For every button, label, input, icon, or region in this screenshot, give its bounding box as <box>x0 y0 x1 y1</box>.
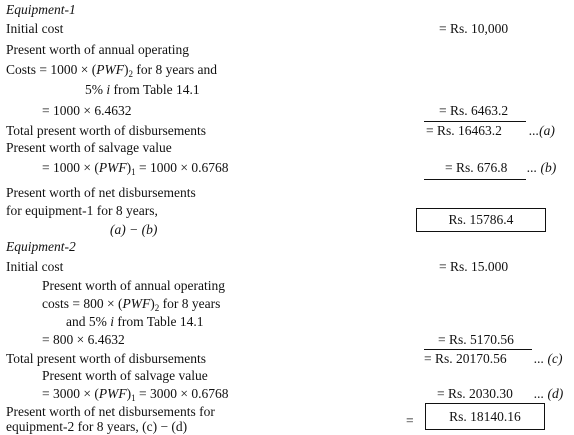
eq2-pw-annual-line1: Present worth of annual operating <box>42 278 225 293</box>
eq2-pw-annual-line2: costs = $800 \times (PWF)_2$ for 8 years <box>42 296 221 313</box>
eq2-total-tag: ... (c) <box>534 351 563 366</box>
eq2-pw-annual-line4: = 800 × 6.4632 <box>42 332 125 347</box>
eq1-net-line3: (a) − (b) <box>110 222 158 237</box>
eq1-salvage-rule <box>424 179 526 180</box>
eq1-sum-rule <box>424 121 526 122</box>
eq1-total-label: Total present worth of disbursements <box>6 123 207 138</box>
eq2-total-value: = Rs. 20170.56 <box>424 351 507 366</box>
eq2-sum-rule <box>424 349 532 350</box>
eq1-net-line1: Present worth of net disbursements <box>6 185 196 200</box>
eq1-total-tag: ...(a) <box>529 123 555 138</box>
eq1-pw-annual-line4: = 1000 × 6.4632 <box>42 103 132 118</box>
eq1-salvage-label: Present worth of salvage value <box>6 140 172 155</box>
eq2-net-line2: equipment-2 for 8 years, (c) − (d) <box>6 419 188 434</box>
eq1-net-value: Rs. 15786.4 <box>448 212 514 227</box>
eq1-pw-annual-value: = Rs. 6463.2 <box>439 103 509 118</box>
eq2-salvage-tag: ... (d) <box>534 386 564 401</box>
equipment-1-heading: Equipment-1 <box>6 2 76 17</box>
eq2-pw-annual-value: = Rs. 5170.56 <box>438 332 514 347</box>
eq1-initial-cost-value: = Rs. 10,000 <box>439 21 509 36</box>
eq1-pw-annual-line1: Present worth of annual operating <box>6 42 189 57</box>
eq1-salvage-value: = Rs. 676.8 <box>445 160 508 175</box>
eq2-salvage-value: = Rs. 2030.30 <box>437 386 513 401</box>
eq1-salvage-line: = $1000 \times (PWF)_1 = 1000 \times 0.6768$ <box>42 160 229 177</box>
eq2-pw-annual-line3: and 5% i from Table 14.1 <box>66 314 204 329</box>
eq2-salvage-line: = $3000 \times (PWF)_1 = 3000 \times 0.6768$ <box>42 386 229 403</box>
eq2-net-result-box <box>425 403 545 430</box>
eq2-net-value: Rs. 18140.16 <box>449 408 521 424</box>
eq2-initial-cost-value: = Rs. 15.000 <box>439 259 509 274</box>
eq2-salvage-label: Present worth of salvage value <box>42 368 208 383</box>
eq1-salvage-tag: ... (b) <box>527 160 557 175</box>
eq2-total-label: Total present worth of disbursements <box>6 351 207 366</box>
eq1-total-value: = Rs. 16463.2 <box>426 123 502 138</box>
eq1-pw-annual-line3: 5% i from Table 14.1 <box>85 82 200 97</box>
eq1-net-result-box <box>416 208 546 232</box>
eq1-pw-annual-line2: Costs = $1000 \times (PWF)_2$ for 8 years and <box>6 62 217 79</box>
eq2-initial-cost-label: Initial cost <box>6 259 64 274</box>
eq2-net-equals: = <box>406 413 414 428</box>
eq2-net-line1: Present worth of net disbursements for <box>6 404 215 419</box>
eq1-net-line2: for equipment-1 for 8 years, <box>6 203 158 218</box>
equipment-2-heading: Equipment-2 <box>6 239 76 254</box>
eq1-initial-cost-label: Initial cost <box>6 21 64 36</box>
